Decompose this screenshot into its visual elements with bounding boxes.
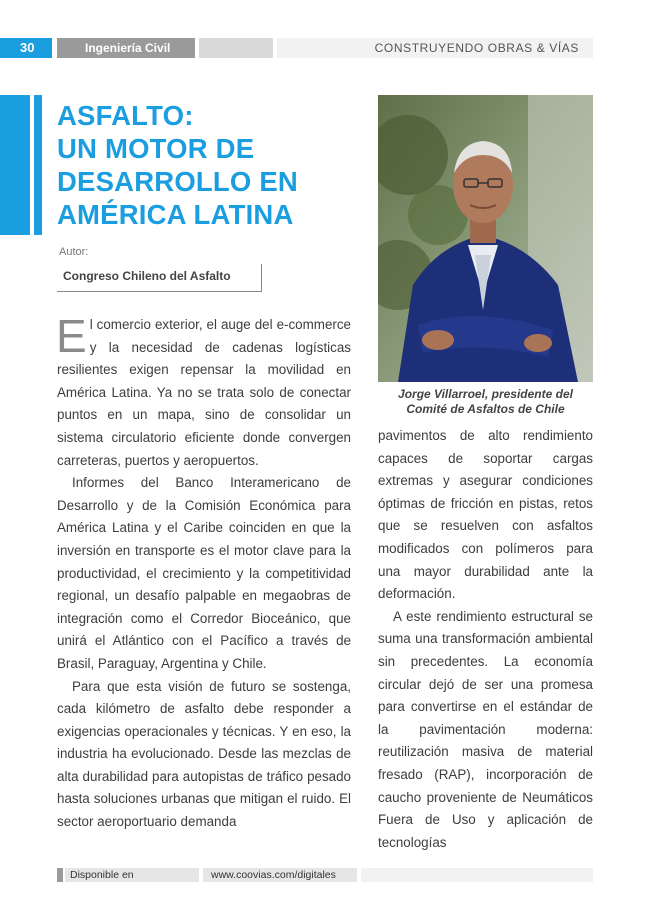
- page-footer: [57, 868, 593, 882]
- body-column-left: [56, 310, 351, 834]
- title-accent-bar: [0, 95, 30, 235]
- footer-label: Disponible en: [65, 868, 199, 882]
- paragraph: Para que esta visión de futuro se sostenga, cada kilómetro de asfalto debe responder a exigencias operacionales y técnicas. Y en eso, la industria ha evolucionado. Desde las mezclas de alta durabilidad para autopistas de tráfico pesado hasta soluciones urbanas que mitigan el ruido. El sector aeroportuario demanda: [57, 678, 351, 830]
- title-line: UN MOTOR DE: [57, 133, 255, 164]
- page-header: [0, 38, 650, 58]
- author-box: [57, 264, 262, 292]
- photo-caption: Jorge Villarroel, presidente del Comité de Asfaltos de Chile: [398, 387, 573, 416]
- footer-url-link[interactable]: www.coovias.com/digitales: [203, 868, 357, 882]
- drop-cap: E: [56, 310, 87, 362]
- page-number: 30: [0, 38, 52, 58]
- title-line: AMÉRICA LATINA: [57, 199, 294, 230]
- section-tag: Ingeniería Civil: [57, 38, 195, 58]
- author-name: Congreso Chileno del Asfalto: [63, 269, 231, 283]
- title-line: DESARROLLO EN: [57, 166, 298, 197]
- article-title: [57, 99, 367, 231]
- paragraph: Informes del Banco Interamericano de Desarrollo y de la Comisión Económica para América Latina y el Caribe coinciden en que la inversión en transporte es el motor clave para la productividad, el crecimiento y la competitividad regional, un desafío palpable en megaobras de integración como el Corredor Bioceánico, que unirá el Atlántico con el Pacífico a través de Brasil, Paraguay, Argentina y Chile.: [57, 475, 351, 671]
- paragraph: pavimentos de alto rendimiento capaces de soportar cargas extremas y asegurar condiciones óptimas de fricción en pistas, retos que se resuelven con asfaltos modificados con polímeros para una mayor durabilidad ante la deformación.: [378, 428, 593, 602]
- portrait-photo: [378, 95, 593, 382]
- portrait-illustration: [378, 95, 593, 382]
- footer-marker: [57, 868, 63, 882]
- paragraph-text: l comercio exterior, el auge del e-commerce y la necesidad de cadenas logísticas resilientes exigen repensar la movilidad en América Latina. Ya no se trata solo de conectar puntos en un mapa, sino de consolidar un sistema circulatorio eficiente donde convergen carreteras, puertos y aeropuertos.: [57, 317, 351, 468]
- footer-bar: [361, 868, 593, 882]
- paragraph: A este rendimiento estructural se suma una transformación ambiental sin precedentes. La economía circular dejó de ser una promesa para convertirse en el estándar de la pavimentación moderna: reutilización masiva de material fresado (RAP), incorporación de caucho proveniente de Neumáticos Fuera de Uso y aplicación de tecnologías: [378, 608, 593, 850]
- publication-name: CONSTRUYENDO OBRAS & VÍAS: [277, 38, 593, 58]
- author-label: Autor:: [59, 246, 89, 258]
- title-accent-stripe: [34, 95, 42, 235]
- title-line: ASFALTO:: [57, 100, 194, 131]
- body-column-right: [378, 425, 593, 854]
- header-divider-block: [199, 38, 273, 58]
- paragraph: [56, 310, 351, 472]
